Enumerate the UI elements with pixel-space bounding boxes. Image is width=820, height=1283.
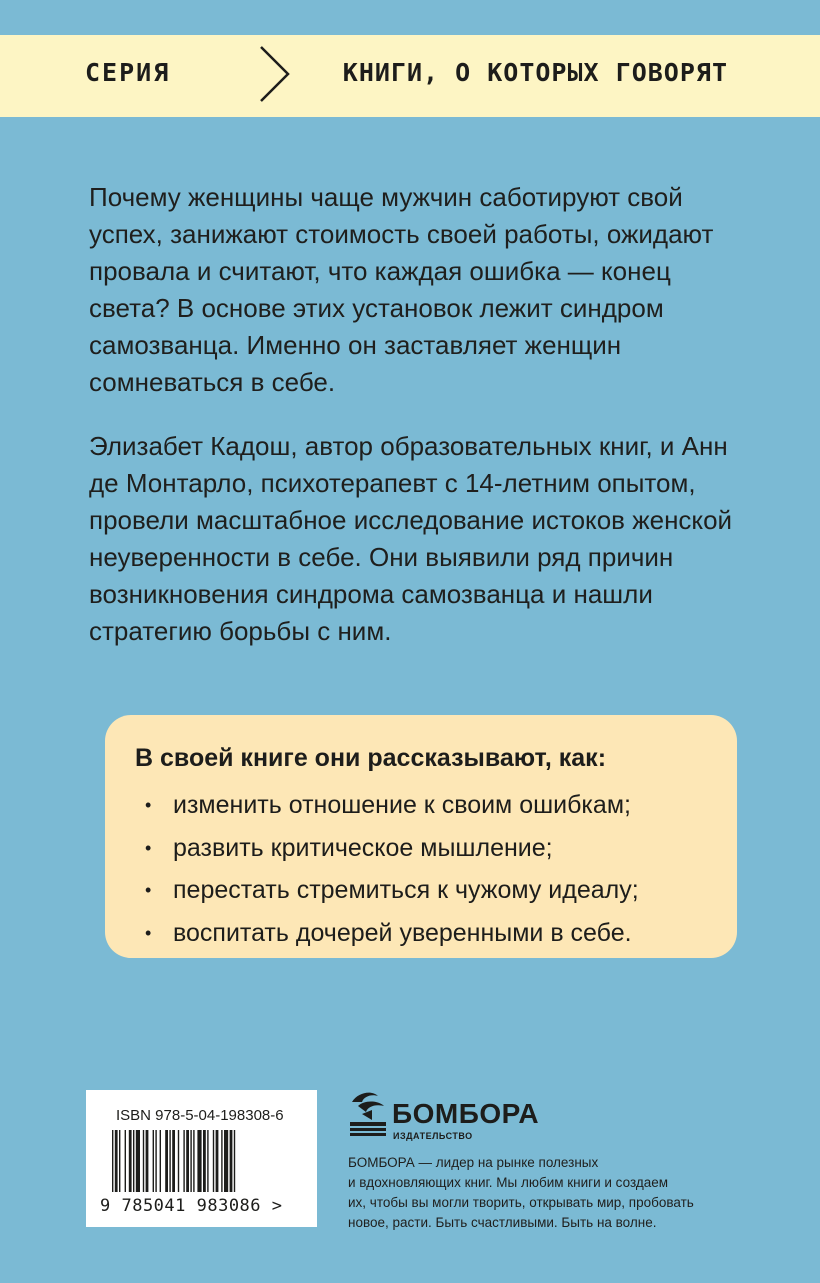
highlight-list — [145, 784, 639, 954]
text-line: успех, занижают стоимость своей работы, ожидают — [89, 219, 714, 249]
barcode-bar — [129, 1130, 132, 1192]
barcode-bar — [230, 1130, 233, 1192]
barcode-bar — [224, 1130, 228, 1192]
list-item-text: изменить отношение к своим ошибкам; — [173, 791, 631, 819]
list-item — [145, 784, 639, 827]
barcode-bar — [234, 1130, 235, 1192]
text-line: провели масштабное исследование истоков женской — [89, 505, 733, 535]
barcode-bar — [193, 1130, 194, 1192]
barcode-bar — [172, 1130, 175, 1192]
text-line: неуверенности в себе. Они выявили ряд причин — [89, 542, 674, 572]
description-paragraph-1 — [89, 179, 769, 401]
text-line: де Монтарло, психотерапевт с 14-летним опытом, — [89, 468, 696, 498]
text-line: возникновения синдрома самозванца и нашли — [89, 579, 653, 609]
barcode-panel — [86, 1090, 317, 1227]
highlight-heading: В своей книге они рассказывают, как: — [135, 744, 607, 772]
list-item — [145, 912, 639, 955]
barcode-bar — [165, 1130, 168, 1192]
text-line: света? В основе этих установок лежит синдром — [89, 293, 664, 323]
list-item — [145, 827, 639, 870]
series-label: СЕРИЯ — [85, 58, 171, 87]
series-title: КНИГИ, О КОТОРЫХ ГОВОРЯТ — [342, 58, 728, 87]
bullet-dot-icon: • — [145, 795, 152, 815]
text-line: Почему женщины чаще мужчин саботируют свой — [89, 182, 683, 212]
bombora-wave-logo-icon — [348, 1090, 390, 1138]
list-item-text: перестать стремиться к чужому идеалу; — [173, 876, 639, 904]
barcode-bar — [112, 1130, 113, 1192]
barcode-bar — [221, 1130, 222, 1192]
barcode-bar — [115, 1130, 118, 1192]
barcode-bar — [197, 1130, 201, 1192]
barcode-bar — [143, 1130, 144, 1192]
text-line: стратегию борьбы с ним. — [89, 616, 392, 646]
barcode-bar — [186, 1130, 189, 1192]
barcode-bar — [153, 1130, 154, 1192]
barcode-bar — [178, 1130, 179, 1192]
list-item-text: воспитать дочерей уверенными в себе. — [173, 918, 632, 947]
publisher-name: БОМБОРА — [392, 1098, 540, 1129]
text-line: сомневаться в себе. — [89, 367, 336, 397]
barcode-bar — [169, 1130, 170, 1192]
text-line: и вдохновляющих книг. Мы любим книги и создаем — [348, 1175, 669, 1190]
barcode-bar — [125, 1130, 126, 1192]
barcode-bar — [155, 1130, 156, 1192]
bullet-dot-icon: • — [145, 837, 152, 858]
text-line: новое, расти. Быть счастливыми. Быть на волне. — [348, 1215, 657, 1230]
bullet-dot-icon: • — [145, 880, 152, 900]
barcode-bar — [160, 1130, 161, 1192]
bullet-dot-icon: • — [145, 922, 152, 943]
barcode-bar — [133, 1130, 134, 1192]
publisher-about — [348, 1153, 768, 1233]
publisher-subtitle: ИЗДАТЕЛЬСТВО — [393, 1131, 473, 1141]
chevron-right-icon — [258, 44, 292, 104]
barcode-bar — [216, 1130, 219, 1192]
barcode-bar — [190, 1130, 191, 1192]
highlight-box — [105, 715, 737, 958]
barcode-bar — [207, 1130, 208, 1192]
text-line: провала и считают, что каждая ошибка — конец — [89, 256, 671, 286]
list-item-text: развить критическое мышление; — [173, 833, 553, 862]
text-line: их, чтобы вы могли творить, открывать мир, пробовать — [348, 1195, 694, 1210]
text-line: Элизабет Кадош, автор образовательных книг, и Анн — [89, 431, 728, 461]
barcode-digits: 9 785041 983086 > — [100, 1196, 283, 1216]
barcode-bar — [136, 1130, 140, 1192]
isbn-label: ISBN 978-5-04-198308-6 — [116, 1107, 284, 1124]
text-line: БОМБОРА — лидер на рынке полезных — [348, 1155, 599, 1170]
barcode-bar — [119, 1130, 120, 1192]
barcode-bar — [183, 1130, 184, 1192]
list-item — [145, 869, 639, 912]
barcode-bar — [203, 1130, 206, 1192]
barcode-bar — [213, 1130, 214, 1192]
text-line: самозванца. Именно он заставляет женщин — [89, 330, 622, 360]
barcode-bar — [146, 1130, 149, 1192]
description-paragraph-2 — [89, 428, 769, 650]
